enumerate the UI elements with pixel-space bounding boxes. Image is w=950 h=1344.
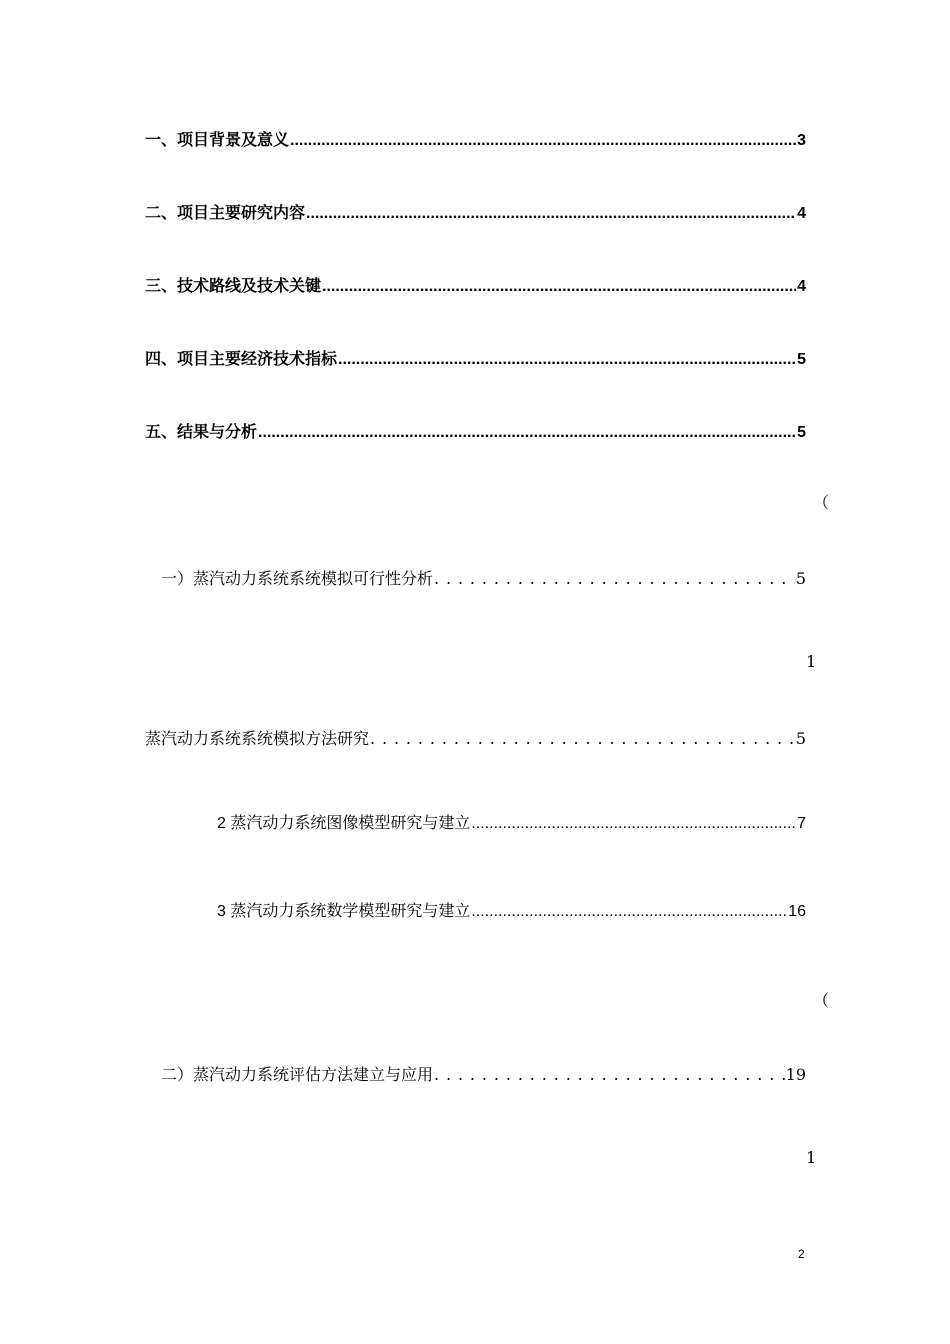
toc-page-number: 5 [795, 569, 806, 588]
toc-entry-title: 二）蒸汽动力系统评估方法建立与应用 [161, 1065, 434, 1084]
dot-leader [258, 424, 796, 442]
toc-entry-title: 一、项目背景及意义 [145, 132, 290, 149]
toc-entry-sub1[interactable] [161, 566, 806, 589]
toc-entry-sub1-3[interactable] [217, 898, 806, 921]
dot-leader [434, 1065, 785, 1084]
toc-entry-sub2[interactable] [161, 1062, 806, 1085]
toc-entry-title: 蒸汽动力系统系统模拟方法研究 [145, 729, 370, 748]
toc-entry-title: 3 蒸汽动力系统数学模型研究与建立 [217, 903, 471, 920]
toc-entry-title: 五、结果与分析 [145, 424, 258, 441]
dot-leader [434, 569, 795, 588]
toc-entry-title: 2 蒸汽动力系统图像模型研究与建立 [217, 815, 471, 832]
paren-fragment: （ [813, 493, 830, 512]
dot-leader [471, 903, 787, 921]
paren-fragment: （ [813, 991, 830, 1010]
toc-page-number: 16 [788, 903, 806, 920]
toc-entry-sub1-1[interactable] [145, 726, 806, 749]
toc-page-number: 4 [797, 205, 806, 222]
toc-entry-title: 一）蒸汽动力系统系统模拟可行性分析 [161, 569, 434, 588]
toc-entry-title: 二、项目主要研究内容 [145, 205, 306, 222]
toc-entry-title: 三、技术路线及技术关键 [145, 278, 322, 295]
dot-leader [471, 815, 796, 833]
dot-leader [290, 132, 796, 150]
number-fragment: 1 [806, 1148, 817, 1167]
dot-leader [322, 278, 796, 296]
toc-entry-1[interactable] [145, 127, 806, 150]
toc-page-number: 5 [797, 351, 806, 368]
toc-page-number: 5 [797, 424, 806, 441]
dot-leader [338, 351, 796, 369]
toc-page-number: 19 [785, 1065, 806, 1084]
dot-leader [306, 205, 796, 223]
toc-entry-3[interactable] [145, 273, 806, 296]
toc-entry-title: 四、项目主要经济技术指标 [145, 351, 338, 368]
toc-entry-2[interactable] [145, 200, 806, 223]
toc-entry-4[interactable] [145, 346, 806, 369]
toc-page-number: 4 [797, 278, 806, 295]
dot-leader [370, 729, 795, 748]
page-number: 2 [798, 1247, 805, 1261]
toc-entry-sub1-2[interactable] [217, 810, 806, 833]
toc-page-number: 3 [797, 132, 806, 149]
number-fragment: 1 [806, 652, 817, 671]
toc-page-number: 5 [795, 729, 806, 748]
toc-page-number: 7 [797, 815, 806, 832]
toc-entry-5[interactable] [145, 419, 806, 442]
